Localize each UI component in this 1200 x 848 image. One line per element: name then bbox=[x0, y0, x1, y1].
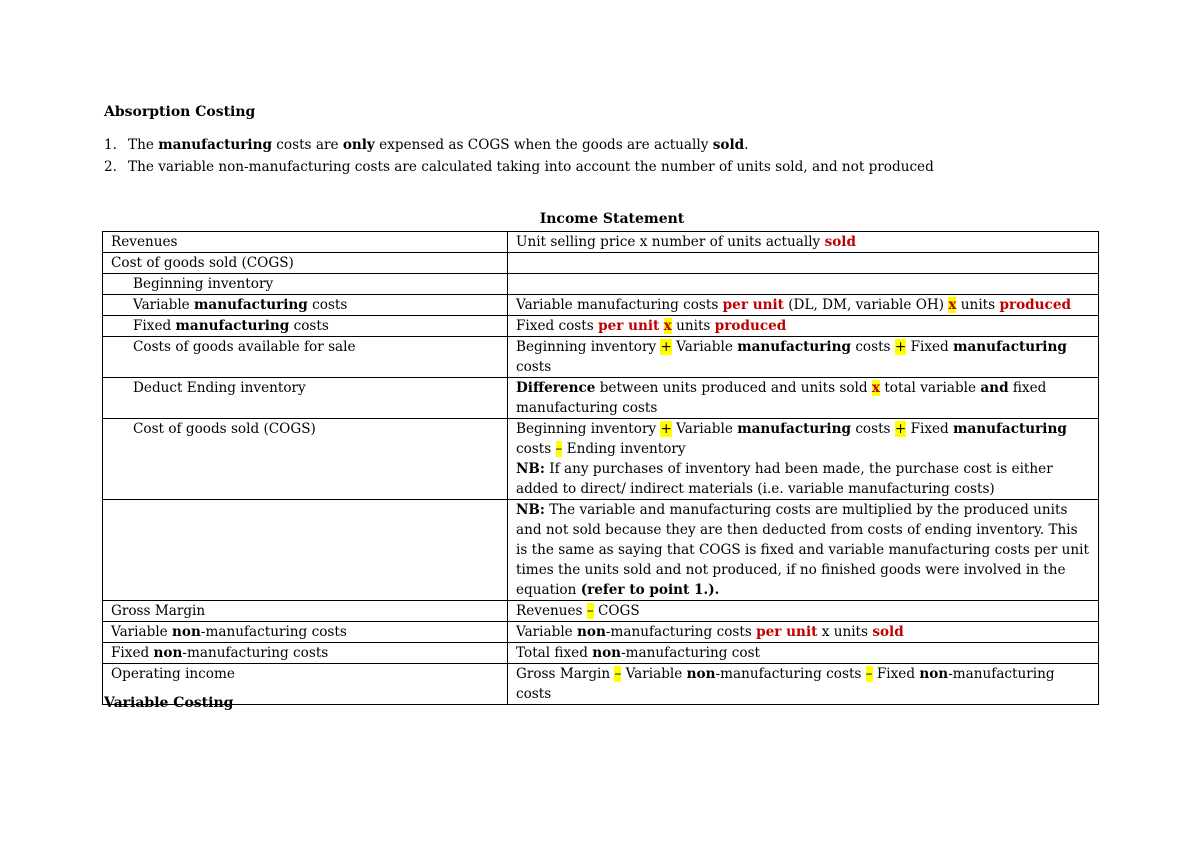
text-run: -manufacturing cost bbox=[621, 645, 761, 661]
text-run: Difference bbox=[516, 380, 596, 396]
numbered-list bbox=[104, 136, 1104, 180]
text-run: sold bbox=[712, 137, 745, 153]
text-run: manufacturing bbox=[953, 339, 1067, 355]
table-row bbox=[103, 500, 1099, 601]
row-description-cell bbox=[508, 253, 1099, 274]
row-label-cell bbox=[103, 295, 508, 316]
highlighted-operator: – bbox=[555, 441, 563, 457]
text-run: costs bbox=[307, 297, 348, 313]
row-description-cell bbox=[508, 622, 1099, 643]
table-row bbox=[103, 622, 1099, 643]
table-row bbox=[103, 643, 1099, 664]
table-row bbox=[103, 295, 1099, 316]
text-run: Variable bbox=[621, 666, 687, 682]
emphasis-text: per unit bbox=[756, 624, 818, 640]
text-run: units bbox=[671, 318, 715, 334]
list-item bbox=[104, 158, 1104, 180]
highlighted-operator: x bbox=[663, 318, 672, 334]
text-run: only bbox=[342, 137, 375, 153]
row-label-cell bbox=[103, 419, 508, 500]
text-run: Costs of goods available for sale bbox=[133, 339, 356, 355]
text-run: costs bbox=[516, 441, 556, 457]
text-run: Fixed costs bbox=[516, 318, 599, 334]
highlighted-operator: + bbox=[894, 339, 907, 355]
row-label-cell bbox=[103, 337, 508, 378]
text-run: Total fixed bbox=[516, 645, 593, 661]
text-run: non bbox=[172, 624, 201, 640]
row-description-cell bbox=[508, 274, 1099, 295]
text-run: manufacturing bbox=[158, 137, 272, 153]
emphasis-text: produced bbox=[999, 297, 1071, 313]
text-run: manufacturing bbox=[737, 339, 851, 355]
text-run: Variable bbox=[516, 624, 578, 640]
highlighted-operator: – bbox=[865, 666, 873, 682]
text-run: non bbox=[577, 624, 606, 640]
text-run: Ending inventory bbox=[562, 441, 686, 457]
highlighted-operator: + bbox=[660, 421, 672, 437]
text-run: costs bbox=[851, 339, 895, 355]
text-run: (refer to point 1.). bbox=[580, 582, 720, 598]
text-run: fixed manufacturing costs bbox=[516, 380, 1047, 416]
text-run: Fixed bbox=[111, 645, 154, 661]
text-run: The bbox=[128, 137, 159, 153]
emphasis-text: per unit bbox=[598, 318, 660, 334]
text-run: between units produced and units sold bbox=[595, 380, 872, 396]
text-run: NB: bbox=[516, 461, 545, 477]
text-run: Deduct Ending inventory bbox=[133, 380, 306, 396]
row-description-cell bbox=[508, 295, 1099, 316]
row-label-cell bbox=[103, 316, 508, 337]
row-label-cell bbox=[103, 500, 508, 601]
text-run: expensed as COGS when the goods are actually bbox=[374, 137, 713, 153]
table-row bbox=[103, 601, 1099, 622]
text-run: Fixed bbox=[906, 421, 954, 437]
text-run: total variable bbox=[880, 380, 981, 396]
row-label-cell bbox=[103, 232, 508, 253]
emphasis-text: per unit bbox=[722, 297, 784, 313]
text-run: Fixed bbox=[906, 339, 954, 355]
text-run: costs bbox=[516, 359, 552, 375]
table-row bbox=[103, 337, 1099, 378]
emphasis-text: sold bbox=[872, 624, 904, 640]
emphasis-text: produced bbox=[714, 318, 787, 334]
text-run: Cost of goods sold (COGS) bbox=[133, 421, 316, 437]
row-description-cell bbox=[508, 378, 1099, 419]
section-heading-absorption-costing: Absorption Costing bbox=[104, 104, 256, 120]
text-run: Fixed bbox=[133, 318, 176, 334]
text-run: costs bbox=[851, 421, 895, 437]
text-run: manufacturing bbox=[737, 421, 851, 437]
text-run: Unit selling price x number of units actually bbox=[516, 234, 825, 250]
text-run: manufacturing bbox=[953, 421, 1067, 437]
highlighted-operator: + bbox=[660, 339, 672, 355]
text-run: Variable bbox=[111, 624, 173, 640]
text-run: Variable bbox=[671, 339, 738, 355]
table-row bbox=[103, 664, 1099, 705]
emphasis-text: sold bbox=[824, 234, 856, 250]
text-run: costs are bbox=[271, 137, 343, 153]
text-run: Gross Margin bbox=[516, 666, 615, 682]
text-run: -manufacturing costs bbox=[516, 666, 1055, 702]
row-description-cell bbox=[508, 232, 1099, 253]
table-row bbox=[103, 274, 1099, 295]
text-run: costs bbox=[289, 318, 329, 334]
row-label-cell bbox=[103, 643, 508, 664]
highlighted-operator: – bbox=[614, 666, 622, 682]
text-run: units bbox=[956, 297, 1000, 313]
row-description-cell bbox=[508, 601, 1099, 622]
text-run: manufacturing bbox=[194, 297, 308, 313]
row-description-cell bbox=[508, 316, 1099, 337]
table-row bbox=[103, 316, 1099, 337]
text-run: x units bbox=[817, 624, 873, 640]
text-run: Beginning inventory bbox=[133, 276, 274, 292]
row-description-cell bbox=[508, 664, 1099, 705]
table-row bbox=[103, 378, 1099, 419]
text-run: Fixed bbox=[872, 666, 920, 682]
text-run: non bbox=[592, 645, 622, 661]
table-row bbox=[103, 419, 1099, 500]
text-run: -manufacturing costs bbox=[715, 666, 866, 682]
row-label-cell bbox=[103, 274, 508, 295]
text-run: (DL, DM, variable OH) bbox=[783, 297, 949, 313]
text-run: Beginning inventory bbox=[516, 421, 661, 437]
row-description-cell bbox=[508, 500, 1099, 601]
row-label-cell bbox=[103, 622, 508, 643]
text-run: -manufacturing costs bbox=[605, 624, 757, 640]
highlighted-operator: – bbox=[586, 603, 594, 619]
text-run: Cost of goods sold (COGS) bbox=[111, 255, 294, 271]
text-run: Variable bbox=[133, 297, 195, 313]
text-run: NB: bbox=[516, 502, 545, 518]
text-run: -manufacturing costs bbox=[200, 624, 347, 640]
highlighted-operator: x bbox=[948, 297, 957, 313]
highlighted-operator: + bbox=[894, 421, 907, 437]
list-item bbox=[104, 136, 1104, 158]
row-label-cell bbox=[103, 601, 508, 622]
text-run bbox=[659, 318, 663, 334]
section-heading-variable-costing: Variable Costing bbox=[104, 695, 234, 711]
row-description-cell bbox=[508, 643, 1099, 664]
text-run: Beginning inventory bbox=[516, 339, 661, 355]
list-number: 2. bbox=[104, 159, 117, 175]
row-label-cell bbox=[103, 253, 508, 274]
highlighted-operator: x bbox=[871, 380, 881, 396]
text-run: Revenues bbox=[111, 234, 178, 250]
text-run: . bbox=[744, 137, 749, 153]
text-run: and bbox=[980, 380, 1009, 396]
text-run: The variable non-manufacturing costs are calculated taking into account the number of units sold, and not produced bbox=[128, 159, 934, 175]
income-statement-table bbox=[102, 231, 1099, 705]
row-description-cell bbox=[508, 419, 1099, 500]
text-run: Gross Margin bbox=[111, 603, 206, 619]
table-caption: Income Statement bbox=[539, 211, 685, 227]
text-run: non bbox=[686, 666, 716, 682]
table-row bbox=[103, 253, 1099, 274]
text-run: If any purchases of inventory had been made, the purchase cost is either added to direct/ indirect materials (i.e. variable manufacturing costs) bbox=[516, 461, 1053, 497]
table-row bbox=[103, 232, 1099, 253]
text-run: non bbox=[919, 666, 949, 682]
list-number: 1. bbox=[104, 137, 117, 153]
text-run: The variable and manufacturing costs are multiplied by the produced units and not sold because they are then deducted from costs of ending inventory. This is the same as saying that COGS is fixed and variable manufacturing costs per unit times the units sold and not produced, if no finished goods were involved in the equation bbox=[516, 502, 1089, 598]
text-run: COGS bbox=[593, 603, 640, 619]
row-label-cell bbox=[103, 378, 508, 419]
text-run: Variable bbox=[671, 421, 738, 437]
text-run: Variable manufacturing costs bbox=[516, 297, 723, 313]
text-run: Revenues bbox=[516, 603, 587, 619]
row-description-cell bbox=[508, 337, 1099, 378]
text-run: non bbox=[153, 645, 183, 661]
text-run: manufacturing bbox=[175, 318, 290, 334]
text-run: -manufacturing costs bbox=[182, 645, 329, 661]
text-run: Operating income bbox=[111, 666, 235, 682]
